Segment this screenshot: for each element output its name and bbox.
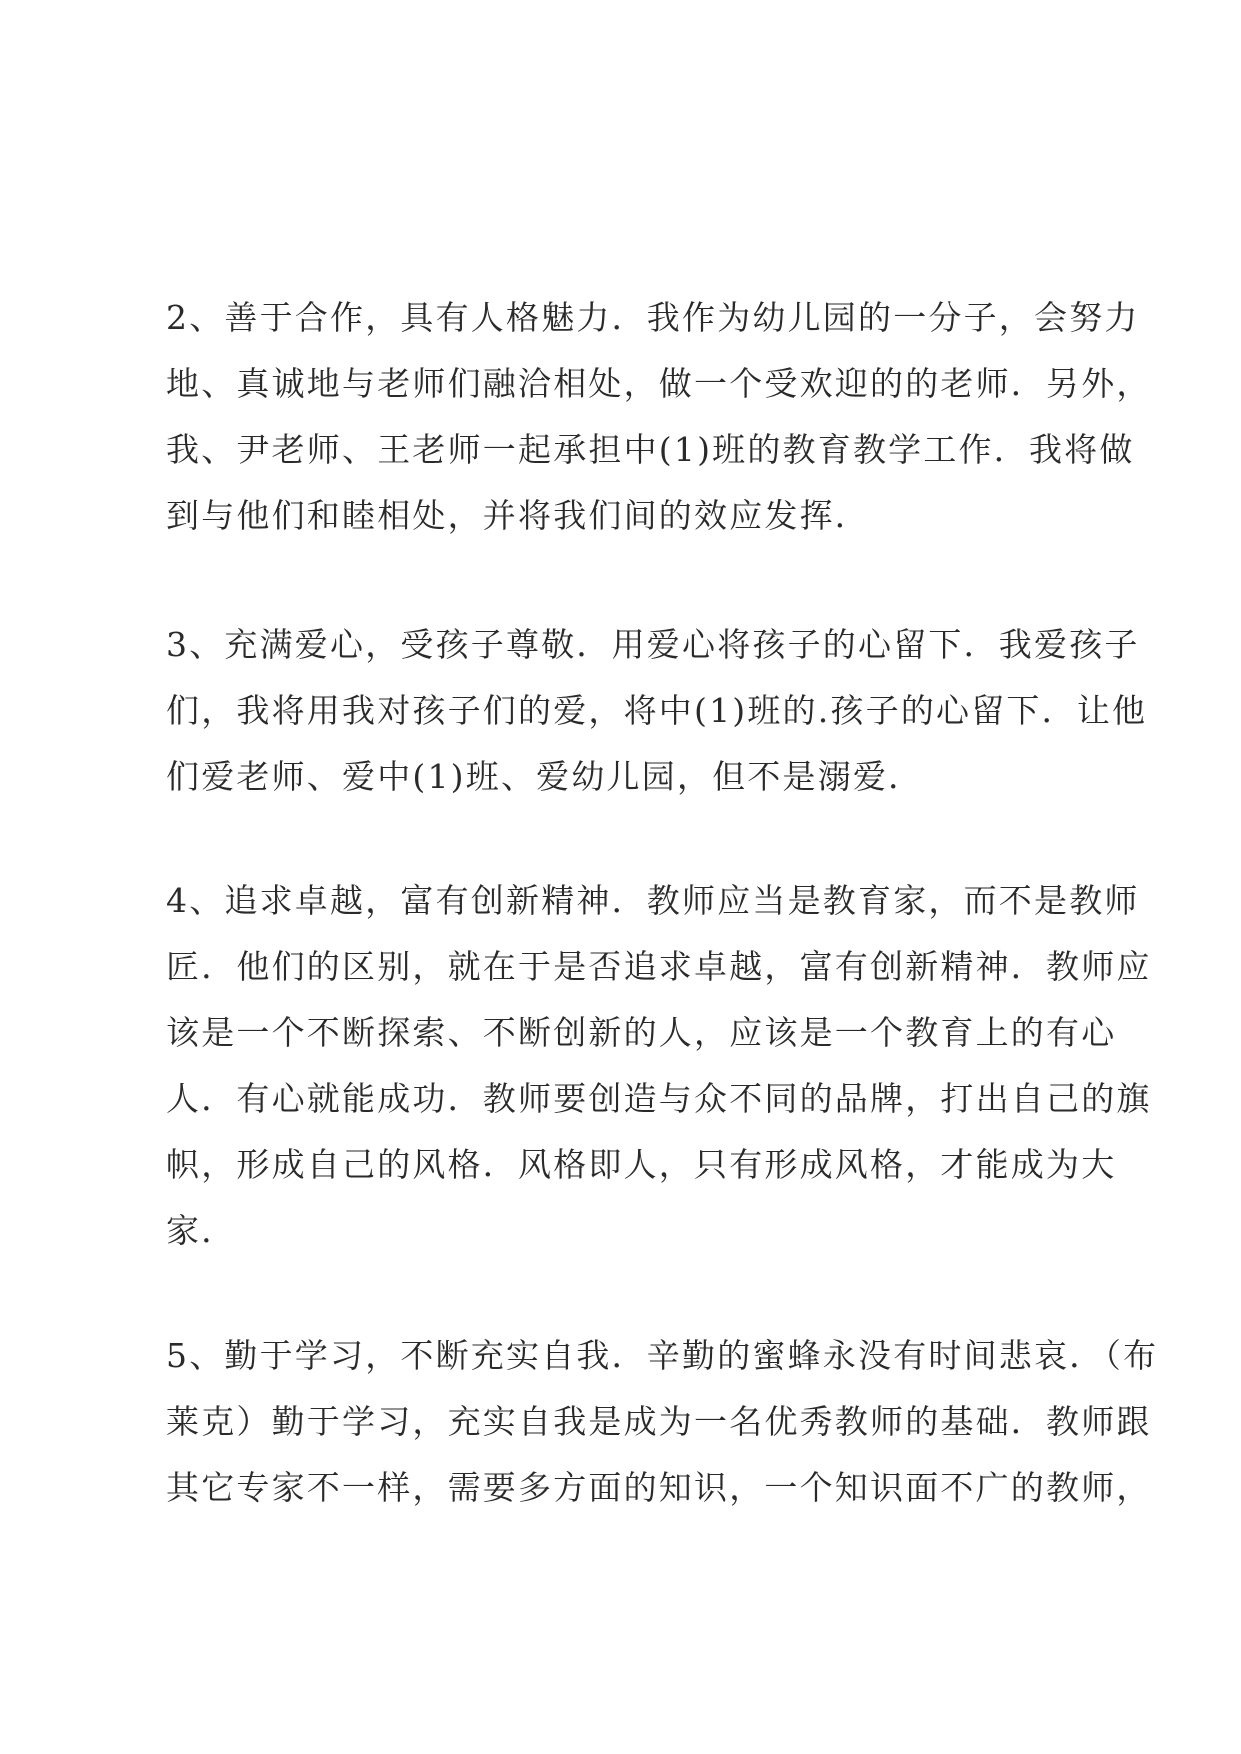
text-line: 人．有心就能成功．教师要创造与众不同的品牌，打出自己的旗	[166, 1079, 1152, 1118]
paragraph-love	[166, 612, 1148, 810]
paragraph-learning	[166, 1323, 1159, 1521]
paragraph-excellence	[166, 868, 1152, 1264]
text-line: 我、尹老师、王老师一起承担中(1)班的教育教学工作．我将做	[166, 430, 1135, 469]
text-line: 4、追求卓越，富有创新精神．教师应当是教育家，而不是教师	[166, 881, 1140, 920]
text-line: 其它专家不一样，需要多方面的知识，一个知识面不广的教师，	[166, 1468, 1152, 1507]
text-line: 匠．他们的区别，就在于是否追求卓越，富有创新精神．教师应	[166, 947, 1152, 986]
text-line: 莱克）勤于学习，充实自我是成为一名优秀教师的基础．教师跟	[166, 1402, 1152, 1441]
text-line: 5、勤于学习，不断充实自我．辛勤的蜜蜂永没有时间悲哀．（布	[166, 1336, 1159, 1375]
text-line: 该是一个不断探索、不断创新的人，应该是一个教育上的有心	[166, 1013, 1117, 1052]
text-line: 们爱老师、爱中(1)班、爱幼儿园，但不是溺爱．	[166, 757, 924, 796]
paragraph-cooperation	[166, 285, 1152, 549]
text-line: 们，我将用我对孩子们的爱，将中(1)班的.孩子的心留下．让他	[166, 691, 1148, 730]
text-line: 帜，形成自己的风格．风格即人，只有形成风格，才能成为大	[166, 1145, 1117, 1184]
text-line: 到与他们和睦相处，并将我们间的效应发挥．	[166, 496, 870, 535]
text-line: 3、充满爱心，受孩子尊敬．用爱心将孩子的心留下．我爱孩子	[166, 625, 1140, 664]
text-line: 家．	[166, 1211, 237, 1250]
text-line: 2、善于合作，具有人格魅力．我作为幼儿园的一分子，会努力	[166, 298, 1140, 337]
text-line: 地、真诚地与老师们融洽相处，做一个受欢迎的的老师．另外，	[166, 364, 1152, 403]
